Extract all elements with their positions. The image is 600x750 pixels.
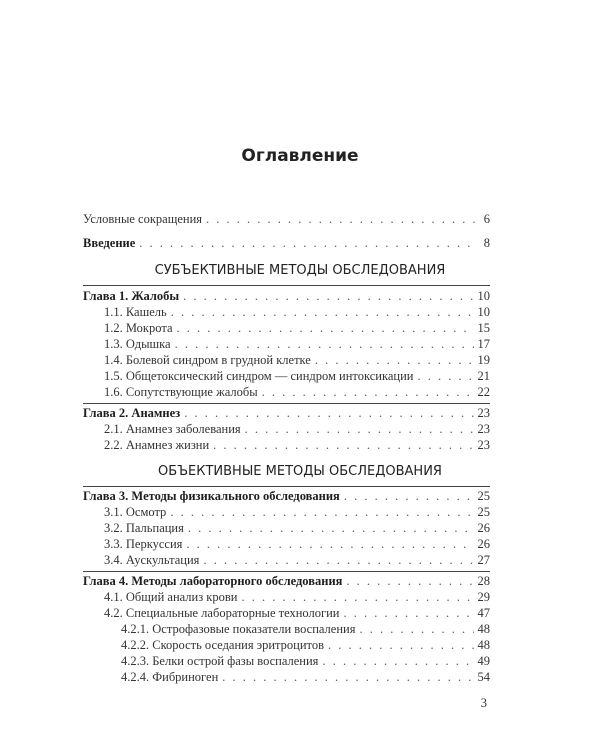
section-heading-subjective: СУБЪЕКТИВНЫЕ МЕТОДЫ ОБСЛЕДОВАНИЯ [154, 263, 446, 278]
dot-leader [315, 352, 474, 368]
toc-entry-page: 10 [477, 289, 490, 303]
toc-entry-4-2-3[interactable] [121, 653, 490, 669]
toc-entry-label: 3.3. Перкуссия [104, 537, 183, 551]
toc-entry-1-1[interactable] [104, 304, 490, 320]
dot-leader [359, 621, 473, 637]
dot-leader [417, 368, 473, 384]
toc-entry-label: 1.4. Болевой синдром в грудной клетке [104, 353, 311, 367]
toc-chapter-4[interactable] [83, 573, 490, 589]
toc-entry-label: 1.6. Сопутствующие жалобы [104, 385, 258, 399]
toc-chapter-3[interactable] [83, 488, 490, 504]
dot-leader [206, 211, 479, 227]
toc-entry-page: 10 [477, 305, 490, 319]
toc-entry-page: 25 [477, 489, 490, 503]
dot-leader [245, 421, 474, 437]
toc-entry-4-1[interactable] [104, 589, 490, 605]
toc-entry-1-2[interactable] [104, 320, 490, 336]
toc-entry-page: 47 [477, 606, 490, 620]
dot-leader [203, 552, 473, 568]
toc-entry-page: 25 [477, 505, 490, 519]
toc-entry-label: 4.2.4. Фибриноген [121, 670, 219, 684]
toc-entry-3-4[interactable] [104, 552, 490, 568]
toc-entry-1-4[interactable] [104, 352, 490, 368]
dot-leader [184, 405, 473, 421]
toc-entry-label: Введение [83, 236, 136, 250]
toc-entry-3-1[interactable] [104, 504, 490, 520]
toc-entry-4-2-2[interactable] [121, 637, 490, 653]
dot-leader [139, 235, 478, 251]
toc-entry-label: Глава 1. Жалобы [83, 289, 180, 303]
divider [83, 486, 490, 487]
divider [83, 571, 490, 572]
toc-entry-abbreviations[interactable] [83, 211, 490, 227]
toc-entry-label: 2.2. Анамнез жизни [104, 438, 210, 452]
dot-leader [344, 488, 474, 504]
toc-entry-4-2[interactable] [104, 605, 490, 621]
toc-entry-page: 26 [477, 537, 490, 551]
toc-entry-page: 48 [477, 622, 490, 636]
dot-leader [175, 336, 474, 352]
toc-entry-label: 3.1. Осмотр [104, 505, 167, 519]
divider [83, 403, 490, 404]
toc-entry-page: 22 [477, 385, 490, 399]
toc-entry-3-2[interactable] [104, 520, 490, 536]
toc-entry-page: 19 [477, 353, 490, 367]
dot-leader [171, 304, 474, 320]
dot-leader [343, 605, 473, 621]
toc-entry-1-3[interactable] [104, 336, 490, 352]
toc-entry-page: 23 [477, 422, 490, 436]
toc-entry-label: Глава 3. Методы физикального обследования [83, 489, 340, 503]
toc-entry-page: 8 [483, 236, 490, 250]
toc-entry-2-2[interactable] [104, 437, 490, 453]
toc-entry-page: 49 [477, 654, 490, 668]
toc-entry-label: 4.2. Специальные лабораторные технологии [104, 606, 340, 620]
toc-entry-4-2-4[interactable] [121, 669, 490, 685]
toc-entry-label: 4.2.3. Белки острой фазы воспаления [121, 654, 319, 668]
toc-entry-page: 15 [477, 321, 490, 335]
toc-entry-page: 26 [477, 521, 490, 535]
toc-entry-page: 17 [477, 337, 490, 351]
toc-entry-page: 54 [477, 670, 490, 684]
toc-entry-page: 23 [477, 438, 490, 452]
dot-leader [346, 573, 473, 589]
toc-entry-introduction[interactable] [83, 235, 490, 251]
toc-entry-label: 1.3. Одышка [104, 337, 171, 351]
toc-entry-page: 28 [477, 574, 490, 588]
dot-leader [186, 536, 473, 552]
toc-entry-3-3[interactable] [104, 536, 490, 552]
toc-entry-label: Условные сокращения [83, 212, 203, 226]
dot-leader [241, 589, 473, 605]
toc-entry-label: 4.2.2. Скорость оседания эритроцитов [121, 638, 324, 652]
divider [83, 285, 490, 286]
page-title: Оглавление [241, 146, 359, 166]
dot-leader [177, 320, 474, 336]
toc-entry-label: 4.1. Общий анализ крови [104, 590, 238, 604]
toc-entry-label: 1.5. Общетоксический синдром — синдром интоксикации [104, 369, 414, 383]
toc-entry-2-1[interactable] [104, 421, 490, 437]
toc-entry-1-5[interactable] [104, 368, 490, 384]
toc-entry-page: 48 [477, 638, 490, 652]
toc-entry-1-6[interactable] [104, 384, 490, 400]
toc-entry-label: 3.2. Пальпация [104, 521, 184, 535]
toc-entry-page: 29 [477, 590, 490, 604]
toc-chapter-2[interactable] [83, 405, 490, 421]
toc-entry-label: 2.1. Анамнез заболевания [104, 422, 241, 436]
toc-chapter-1[interactable] [83, 288, 490, 304]
toc-entry-label: 3.4. Аускультация [104, 553, 200, 567]
dot-leader [222, 669, 473, 685]
toc-entry-page: 27 [477, 553, 490, 567]
toc-entry-page: 6 [483, 212, 490, 226]
toc-entry-label: 1.2. Мокрота [104, 321, 173, 335]
toc-entry-page: 23 [477, 406, 490, 420]
toc-entry-label: 1.1. Кашель [104, 305, 167, 319]
dot-leader [183, 288, 473, 304]
dot-leader [322, 653, 473, 669]
toc-entry-page: 21 [477, 369, 490, 383]
dot-leader [262, 384, 474, 400]
toc-entry-label: Глава 2. Анамнез [83, 406, 181, 420]
page-number: 3 [480, 696, 487, 710]
toc-entry-label: 4.2.1. Острофазовые показатели воспаления [121, 622, 356, 636]
toc-entry-4-2-1[interactable] [121, 621, 490, 637]
toc-entry-label: Глава 4. Методы лабораторного обследования [83, 574, 343, 588]
dot-leader [213, 437, 473, 453]
dot-leader [188, 520, 474, 536]
section-heading-objective: ОБЪЕКТИВНЫЕ МЕТОДЫ ОБСЛЕДОВАНИЯ [158, 464, 442, 479]
dot-leader [170, 504, 473, 520]
dot-leader [328, 637, 474, 653]
